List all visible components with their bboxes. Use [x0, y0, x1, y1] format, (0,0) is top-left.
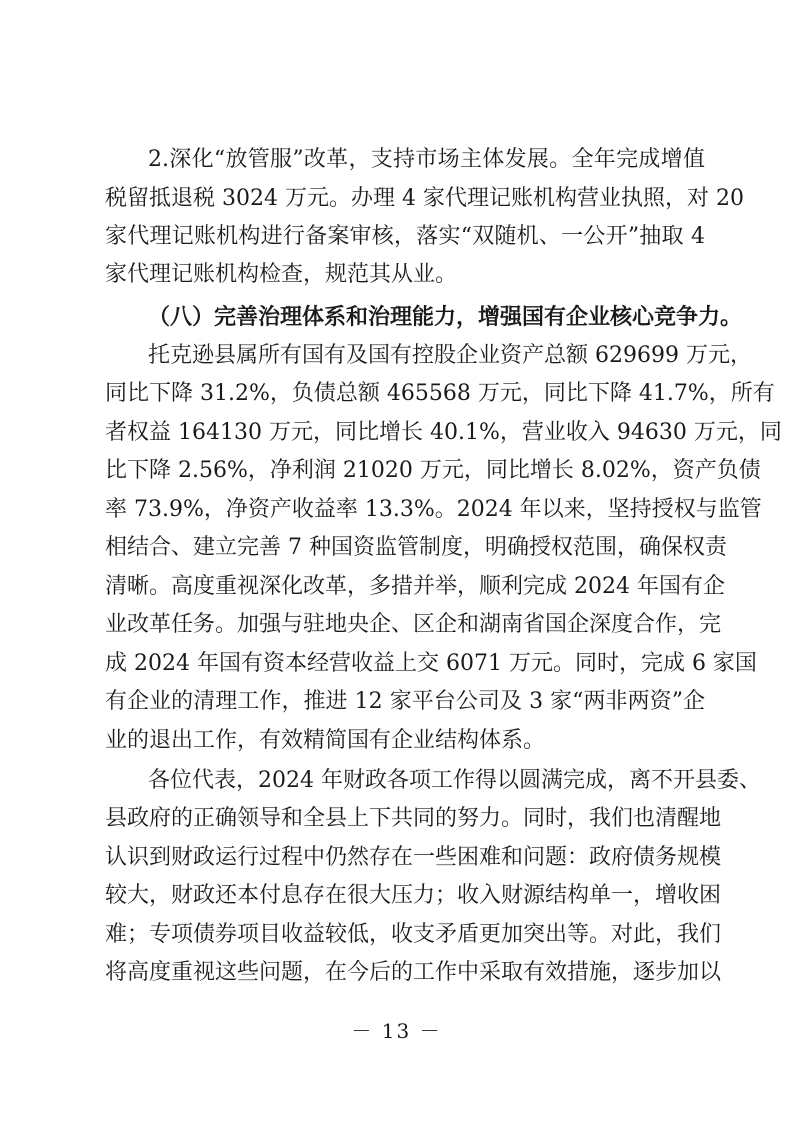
paragraph-line: 者权益 164130 万元，同比增长 40.1%，营业收入 94630 万元，同	[105, 420, 782, 445]
section-heading: （八）完善治理体系和治理能力，增强国有企业核心竞争力。	[148, 304, 743, 330]
paragraph-line: 清晰。高度重视深化改革，多措并举，顺利完成 2024 年国有企	[105, 574, 725, 599]
paragraph-line: 相结合、建立完善 7 种国资监管制度，明确授权范围，确保权责	[105, 535, 727, 560]
paragraph-line: 难；专项债券项目收益较低，收支矛盾更加突出等。对此，我们	[105, 922, 722, 947]
paragraph-line: 家代理记账机构进行备案审核，落实“双随机、一公开”抽取 4	[105, 224, 705, 249]
paragraph-line: 有企业的清理工作，推进 12 家平台公司及 3 家“两非两资”企	[105, 689, 705, 714]
paragraph-line: 各位代表，2024 年财政各项工作得以圆满完成，离不开县委、	[148, 768, 761, 793]
paragraph-line: 认识到财政运行过程中仍然存在一些困难和问题：政府债务规模	[105, 845, 722, 870]
page-number: － 13 －	[351, 1019, 442, 1043]
paragraph-line: 2.深化“放管服”改革，支持市场主体发展。全年完成增值	[148, 147, 705, 172]
paragraph-line: 税留抵退税 3024 万元。办理 4 家代理记账机构营业执照，对 20	[105, 186, 744, 211]
paragraph-line: 将高度重视这些问题，在今后的工作中采取有效措施，逐步加以	[105, 960, 722, 985]
paragraph-line: 业改革任务。加强与驻地央企、区企和湖南省国企深度合作，完	[105, 612, 722, 637]
paragraph-line: 家代理记账机构检查，规范其从业。	[105, 262, 458, 287]
paragraph-line: 比下降 2.56%，净利润 21020 万元，同比增长 8.02%，资产负债	[105, 458, 761, 483]
paragraph-line: 率 73.9%，净资产收益率 13.3%。2024 年以来，坚持授权与监管	[105, 497, 762, 522]
paragraph-line: 托克逊县属所有国有及国有控股企业资产总额 629699 万元，	[148, 343, 752, 368]
paragraph-line: 成 2024 年国有资本经营收益上交 6071 万元。同时，完成 6 家国	[105, 651, 757, 676]
paragraph-line: 县政府的正确领导和全县上下共同的努力。同时，我们也清醒地	[105, 806, 722, 831]
paragraph-line: 业的退出工作，有效精简国有企业结构体系。	[105, 728, 546, 753]
paragraph-line: 同比下降 31.2%，负债总额 465568 万元，同比下降 41.7%，所有	[105, 381, 775, 406]
paragraph-line: 较大，财政还本付息存在很大压力；收入财源结构单一，增收困	[105, 883, 722, 908]
